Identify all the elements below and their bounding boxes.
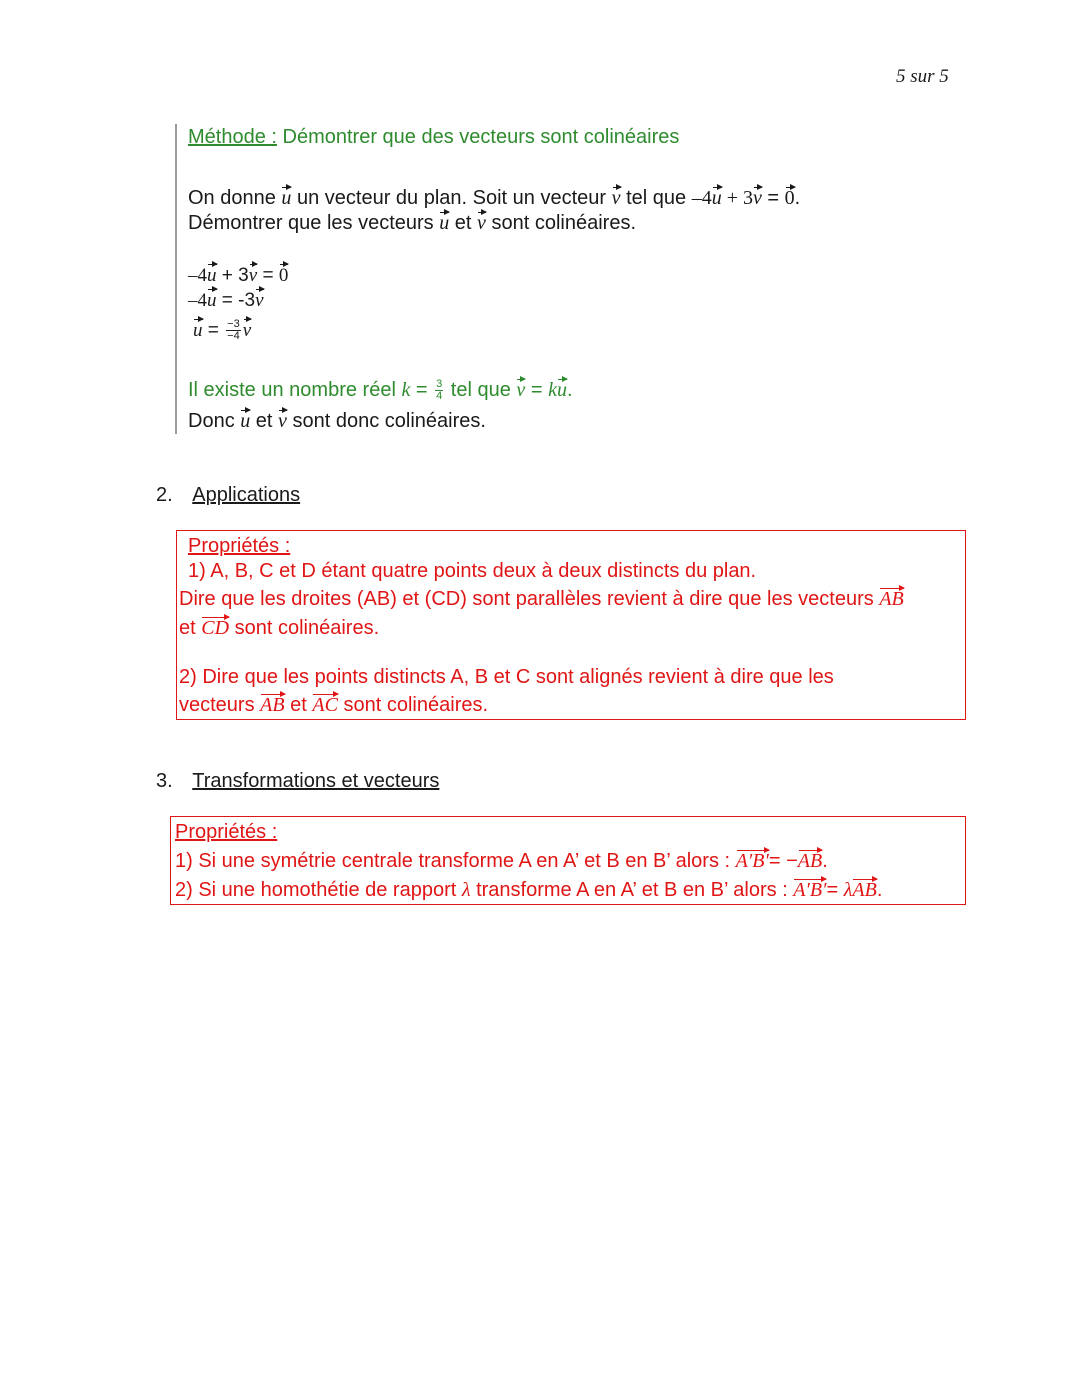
method-prefix: Méthode : [188,126,277,148]
vector-v: v [752,187,762,209]
fraction-denominator: −4 [227,330,240,343]
calc-coef: –4 [188,265,207,286]
section-2-heading [156,483,300,508]
vector-u: u [207,290,217,311]
properties-label: Propriétés : [188,535,291,557]
vector-v: v [242,320,252,341]
property-symmetry [175,849,828,874]
property-1-line-3 [179,616,379,641]
vector-u: u [557,379,567,401]
calc-coef: + 3 [216,265,249,286]
section-title: Applications [192,484,301,506]
property-1-line-2 [179,587,904,612]
statement-text: On donne [188,187,282,209]
conclusion-text: Il existe un nombre réel [188,379,402,401]
vector-ab: AB [260,694,285,716]
equals-sign: = [826,879,844,901]
calc-coef: = -3 [216,290,256,311]
vector-u: u [207,265,217,286]
property-1-intro: 1) A, B, C et D étant quatre points deux à deux distincts du plan. [188,560,757,582]
k-variable: k [548,379,557,401]
statement-text: et [449,212,478,234]
lambda-symbol: λ [461,879,471,901]
fraction [226,319,241,342]
vector-cd: CD [201,617,230,639]
equals-sign: = − [768,850,798,872]
property-text: et [179,617,202,639]
property-text: 2) Si une homothétie de rapport [175,879,462,901]
equals-sign: = [410,379,434,401]
lambda-symbol: λ [843,879,853,901]
vector-v: v [255,290,264,311]
fraction-numerator: 3 [436,378,443,391]
vector-u: u [439,212,450,234]
section-title: Transformations et vecteurs [192,770,440,792]
calc-line-3 [193,318,251,343]
vector-ab: AB [797,850,823,872]
vector-v: v [516,379,526,401]
vector-v: v [278,410,287,432]
vector-ab: AB [879,588,904,610]
equals-sign: = [525,379,549,401]
equals-sign: = [257,265,279,286]
calc-line-2 [188,288,264,313]
property-text: et [284,694,313,716]
conclusion-text: et [250,410,279,432]
vector-v: v [611,187,621,209]
page-number: 5 sur 5 [896,66,949,87]
statement-line-1 [188,186,800,211]
conclusion-text: tel que [445,379,517,401]
conclusion-line-1 [188,378,573,403]
conclusion-line-2 [188,409,486,434]
property-text: vecteurs [179,694,261,716]
fraction-numerator: −3 [227,318,240,331]
equation-coef: + 3 [721,187,753,209]
vector-zero: 0 [784,187,795,209]
calc-line-1 [188,263,288,288]
vector-u: u [193,320,203,341]
property-text: sont colinéaires. [337,694,489,716]
section-3-heading [156,769,439,794]
method-margin-line [175,124,177,434]
conclusion-text: sont donc colinéaires. [286,410,486,432]
vector-apbp: A′B′ [793,879,827,901]
vector-v: v [248,265,258,286]
section-number: 3. [156,770,173,792]
vector-ab: AB [852,879,877,901]
vector-zero: 0 [278,265,289,286]
property-text: transforme A en A’ et B en B’ alors : [470,879,794,901]
section-number: 2. [156,484,173,506]
properties-label: Propriétés : [175,821,278,843]
vector-u: u [711,187,722,209]
vector-u: u [281,187,292,209]
calc-coef: –4 [188,290,207,311]
period: . [794,187,801,209]
statement-text: tel que [620,187,692,209]
vector-ac: AC [312,694,338,716]
equation-coef: –4 [691,187,712,209]
property-text: 1) Si une symétrie centrale transforme A en A’ et B en B’ alors : [175,850,736,872]
property-homothety [175,878,882,903]
method-title [188,125,679,150]
fraction-denominator: 4 [436,390,443,403]
period: . [567,379,573,401]
statement-text: un vecteur du plan. Soit un vecteur [291,187,612,209]
vector-apbp: A′B′ [735,850,769,872]
k-variable: k [401,379,411,401]
period: . [876,879,883,901]
conclusion-text: Donc [188,410,241,432]
equals-sign: = [761,187,785,209]
fraction [435,379,443,402]
period: . [822,850,828,872]
vector-v: v [477,212,486,234]
statement-line-2 [188,211,636,236]
equals-sign: = [202,320,225,341]
property-2-line-2 [179,693,488,718]
property-text: Dire que les droites (AB) et (CD) sont parallèles revient à dire que les vecteurs [179,588,880,610]
statement-text: sont colinéaires. [485,212,636,234]
method-title-text: Démontrer que des vecteurs sont colinéaires [276,126,680,148]
property-2-line-1: 2) Dire que les points distincts A, B et C sont alignés revient à dire que les [179,666,834,688]
property-text: sont colinéaires. [229,617,380,639]
vector-u: u [240,410,251,432]
statement-text: Démontrer que les vecteurs [188,212,440,234]
